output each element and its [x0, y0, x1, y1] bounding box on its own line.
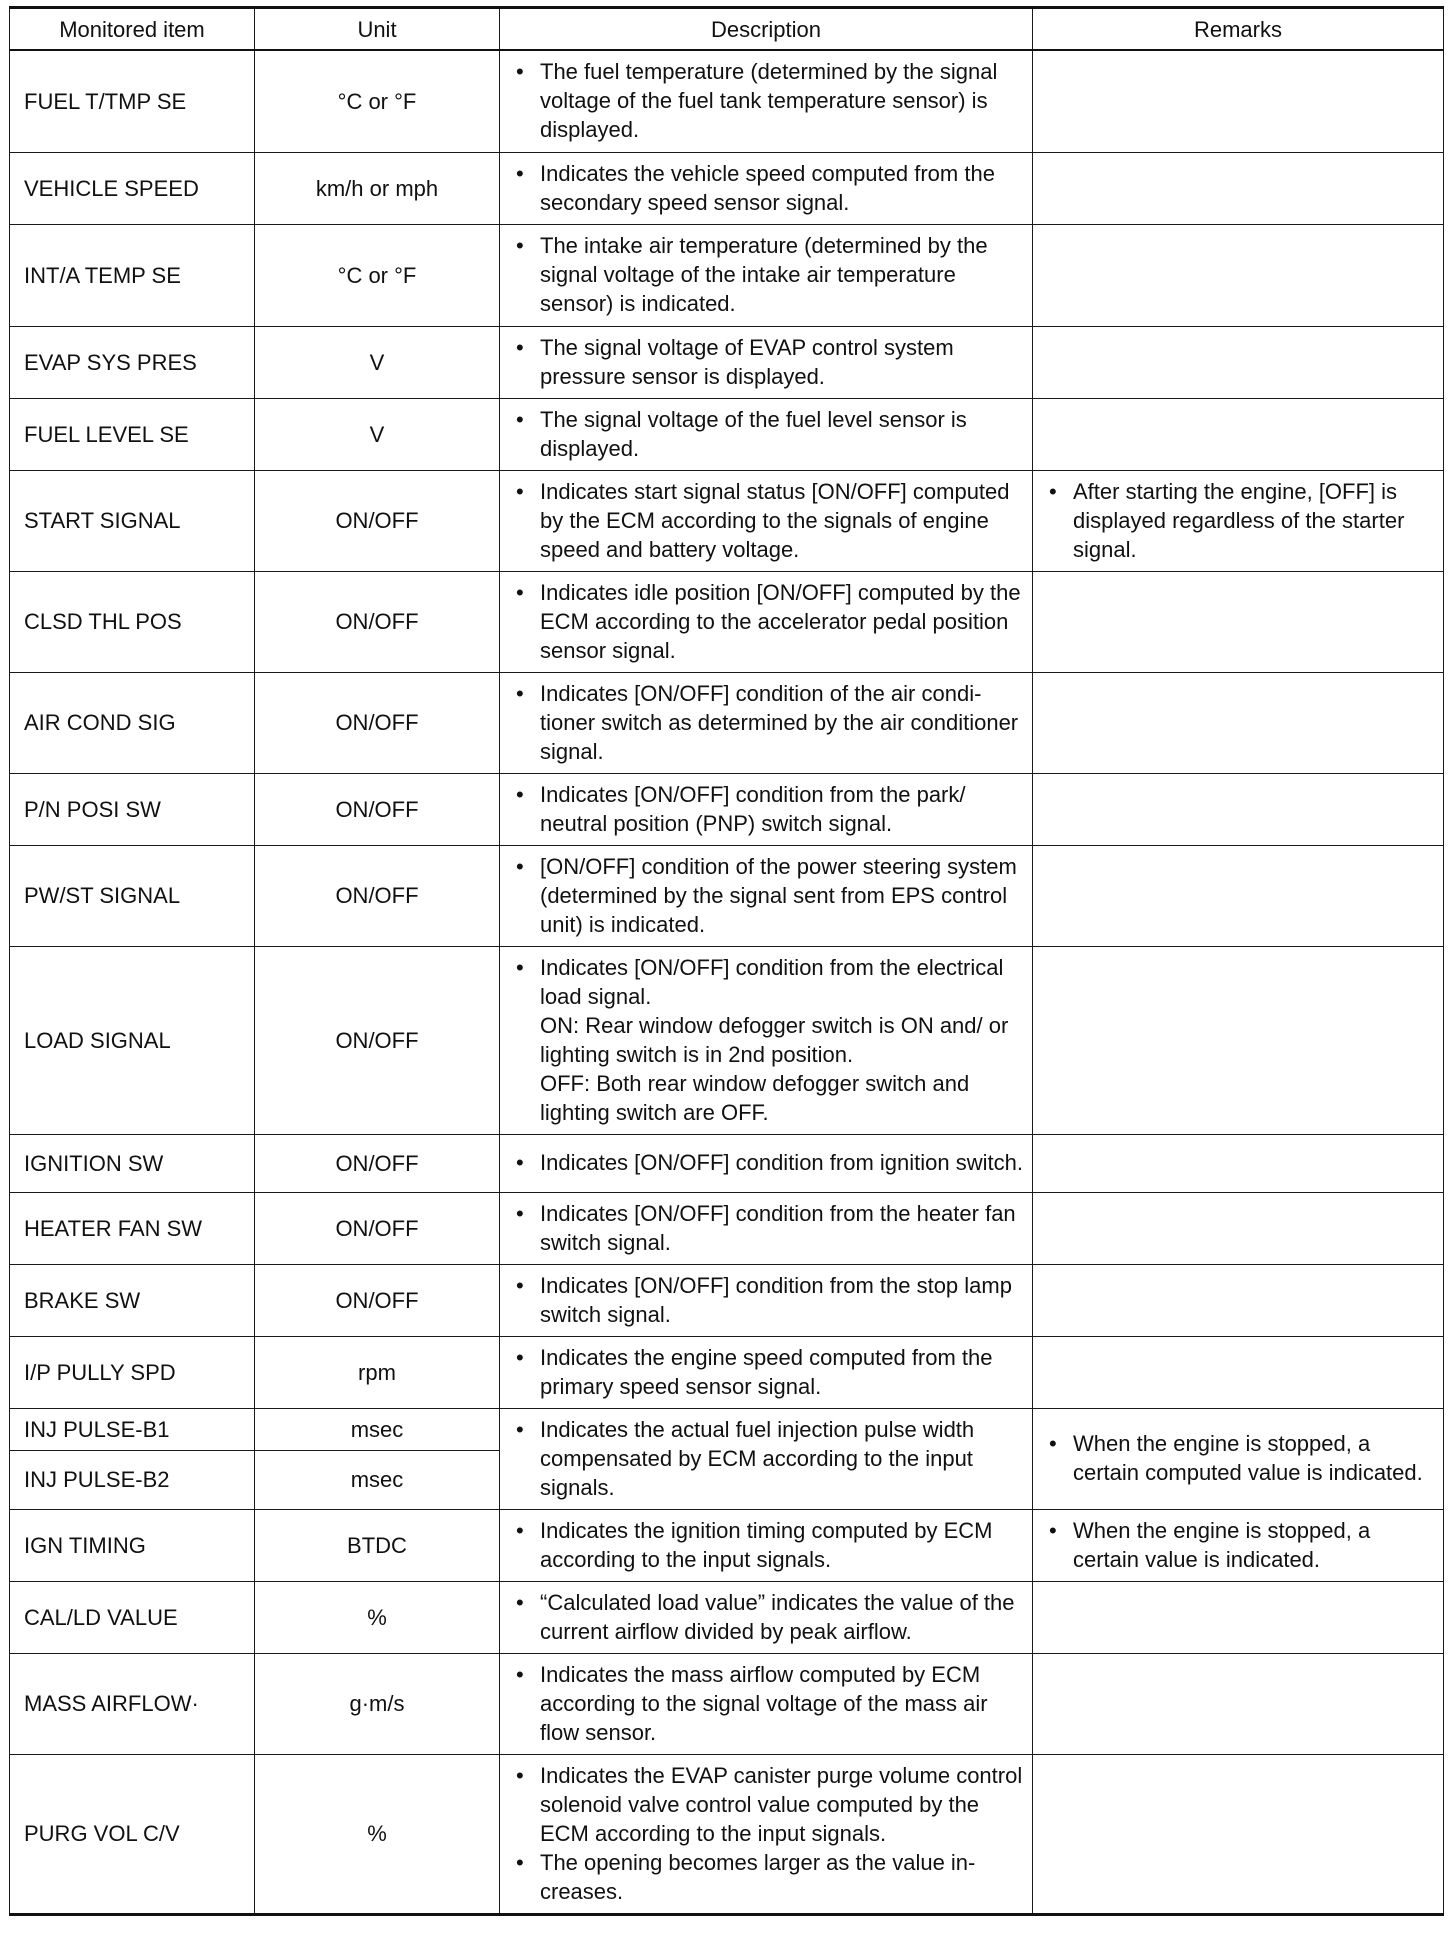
table-row: [10, 326, 1444, 398]
unit-cell: ON/OFF: [255, 946, 500, 1134]
table-row: [10, 1581, 1444, 1653]
remarks-cell: [1033, 1754, 1444, 1914]
description-list: [510, 1761, 1028, 1906]
description-cell: [500, 1336, 1033, 1408]
monitored-item-cell: LOAD SIGNAL: [10, 946, 255, 1134]
description-bullet: [510, 780, 1028, 838]
description-cell: [500, 1653, 1033, 1754]
monitored-item-cell: INT/A TEMP SE: [10, 224, 255, 326]
description-text: Indicates [ON/OFF] condition from the heater fan switch signal.: [540, 1200, 1016, 1255]
unit-cell: km/h or mph: [255, 152, 500, 224]
remarks-cell: [1033, 152, 1444, 224]
description-text: Indicates the EVAP canister purge volume control solenoid valve control value computed by the ECM according to the input signals.: [540, 1762, 1023, 1846]
description-list: [510, 231, 1028, 318]
description-list: [510, 1516, 1028, 1574]
remarks-cell: [1033, 1581, 1444, 1653]
description-text: Indicates [ON/OFF] condition from the stop lamp switch signal.: [540, 1272, 1012, 1327]
monitored-item-cell: VEHICLE SPEED: [10, 152, 255, 224]
description-text: Indicates the mass airflow computed by ECM according to the signal voltage of the mass air flow sensor.: [540, 1661, 988, 1745]
description-list: [510, 57, 1028, 144]
description-list: [510, 1148, 1028, 1177]
description-bullet: [510, 1271, 1028, 1329]
table-body: [10, 50, 1444, 1914]
description-bullet: [510, 333, 1028, 391]
remarks-text: When the engine is stopped, a certain computed value is indicated.: [1073, 1431, 1423, 1485]
description-bullet: [510, 1588, 1028, 1646]
description-text: Indicates [ON/OFF] condition from the electrical load signal.: [540, 954, 1004, 1009]
remarks-cell: [1033, 845, 1444, 946]
description-bullet: [510, 1415, 1028, 1502]
unit-cell: rpm: [255, 1336, 500, 1408]
table-row: [10, 1653, 1444, 1754]
monitored-item-cell: FUEL T/TMP SE: [10, 50, 255, 152]
monitored-item-cell: HEATER FAN SW: [10, 1192, 255, 1264]
description-cell: [500, 1134, 1033, 1192]
header-description: Description: [500, 8, 1033, 51]
description-cell: [500, 1509, 1033, 1581]
remarks-bullet: [1043, 1516, 1435, 1574]
table-row: [10, 50, 1444, 152]
header-remarks: Remarks: [1033, 8, 1444, 51]
remarks-list: [1043, 1429, 1435, 1487]
description-text: The intake air temperature (determined by the signal voltage of the intake air temperature sensor) is indicated.: [540, 233, 988, 316]
table-row: [10, 224, 1444, 326]
remarks-cell: [1033, 1408, 1444, 1509]
table-row: [10, 1754, 1444, 1914]
description-bullet: [510, 159, 1028, 217]
description-list: [510, 1271, 1028, 1329]
data-monitor-table: [9, 6, 1444, 1916]
description-text: Indicates [ON/OFF] condition from the park/ neutral position (PNP) switch signal.: [540, 781, 966, 836]
description-text: “Calculated load value” indicates the value of the current airflow divided by peak airflow.: [540, 1589, 1015, 1644]
remarks-cell: [1033, 398, 1444, 470]
description-list: [510, 333, 1028, 391]
unit-cell: g·m/s: [255, 1653, 500, 1754]
table-row: [10, 773, 1444, 845]
table-row: [10, 152, 1444, 224]
description-list: [510, 578, 1028, 665]
remarks-cell: [1033, 1192, 1444, 1264]
unit-cell: msec: [255, 1408, 500, 1451]
unit-cell: ON/OFF: [255, 1264, 500, 1336]
monitored-item-cell: IGN TIMING: [10, 1509, 255, 1581]
description-list: [510, 953, 1028, 1127]
description-bullet: [510, 1148, 1028, 1177]
description-bullet: [510, 679, 1028, 766]
monitored-item-cell: INJ PULSE-B1: [10, 1408, 255, 1451]
unit-cell: %: [255, 1581, 500, 1653]
description-cell: [500, 398, 1033, 470]
description-cell: [500, 946, 1033, 1134]
monitored-item-cell: MASS AIRFLOW·: [10, 1653, 255, 1754]
description-text: Indicates idle position [ON/OFF] computed by the ECM according to the accelerator pedal position sensor signal.: [540, 579, 1021, 663]
description-cell: [500, 845, 1033, 946]
description-bullet: [510, 1761, 1028, 1848]
unit-cell: ON/OFF: [255, 773, 500, 845]
description-bullet: [510, 1848, 1028, 1906]
monitored-item-cell: I/P PULLY SPD: [10, 1336, 255, 1408]
description-bullet: [510, 1343, 1028, 1401]
unit-cell: msec: [255, 1451, 500, 1509]
description-text: [ON/OFF] condition of the power steering system (determined by the signal sent from EPS control unit) is indicated.: [540, 853, 1017, 937]
description-list: [510, 1199, 1028, 1257]
description-cell: [500, 224, 1033, 326]
table-row: [10, 1134, 1444, 1192]
table-row: [10, 470, 1444, 571]
table-row: [10, 1509, 1444, 1581]
unit-cell: BTDC: [255, 1509, 500, 1581]
description-cell: [500, 1581, 1033, 1653]
remarks-list: [1043, 1516, 1435, 1574]
description-cell: [500, 326, 1033, 398]
unit-cell: %: [255, 1754, 500, 1914]
monitored-item-cell: IGNITION SW: [10, 1134, 255, 1192]
table-row: [10, 1192, 1444, 1264]
description-list: [510, 405, 1028, 463]
header-row: [10, 8, 1444, 51]
unit-cell: ON/OFF: [255, 1192, 500, 1264]
table-row: [10, 1408, 1444, 1451]
description-bullet: [510, 1516, 1028, 1574]
remarks-cell: [1033, 326, 1444, 398]
description-cell: [500, 470, 1033, 571]
remarks-cell: [1033, 946, 1444, 1134]
monitored-item-cell: CLSD THL POS: [10, 571, 255, 672]
description-text: Indicates the engine speed computed from the primary speed sensor signal.: [540, 1344, 993, 1399]
description-bullet: [510, 231, 1028, 318]
description-list: [510, 1343, 1028, 1401]
description-list: [510, 679, 1028, 766]
table-row: [10, 1264, 1444, 1336]
table-row: [10, 672, 1444, 773]
description-bullet: [510, 953, 1028, 1127]
remarks-bullet: [1043, 477, 1435, 564]
description-cell: [500, 50, 1033, 152]
monitored-item-cell: PW/ST SIGNAL: [10, 845, 255, 946]
unit-cell: °C or °F: [255, 50, 500, 152]
remarks-cell: [1033, 470, 1444, 571]
unit-cell: °C or °F: [255, 224, 500, 326]
table-row: [10, 571, 1444, 672]
description-list: [510, 159, 1028, 217]
description-text: Indicates the actual fuel injection pulse width compensated by ECM according to the input signals.: [540, 1416, 975, 1500]
unit-cell: ON/OFF: [255, 1134, 500, 1192]
monitored-item-cell: START SIGNAL: [10, 470, 255, 571]
description-text: Indicates start signal status [ON/OFF] computed by the ECM according to the signals of engine speed and battery voltage.: [540, 478, 1010, 562]
description-cell: [500, 1264, 1033, 1336]
description-cell: [500, 773, 1033, 845]
monitor-table-sheet: [9, 6, 1443, 1916]
unit-cell: ON/OFF: [255, 672, 500, 773]
description-text: The signal voltage of EVAP control system pressure sensor is displayed.: [540, 334, 954, 389]
description-list: [510, 1415, 1028, 1502]
remarks-bullet: [1043, 1429, 1435, 1487]
description-bullet: [510, 477, 1028, 564]
unit-cell: V: [255, 398, 500, 470]
description-text: ON: Rear window defogger switch is ON and/ or lighting switch is in 2nd position.: [540, 1012, 1009, 1067]
remarks-cell: [1033, 1134, 1444, 1192]
remarks-list: [1043, 477, 1435, 564]
remarks-cell: [1033, 571, 1444, 672]
table-row: [10, 845, 1444, 946]
description-cell: [500, 152, 1033, 224]
remarks-cell: [1033, 773, 1444, 845]
monitored-item-cell: AIR COND SIG: [10, 672, 255, 773]
description-bullet: [510, 57, 1028, 144]
monitored-item-cell: INJ PULSE-B2: [10, 1451, 255, 1509]
description-bullet: [510, 578, 1028, 665]
description-list: [510, 780, 1028, 838]
unit-cell: ON/OFF: [255, 470, 500, 571]
unit-cell: ON/OFF: [255, 571, 500, 672]
monitored-item-cell: P/N POSI SW: [10, 773, 255, 845]
unit-cell: ON/OFF: [255, 845, 500, 946]
monitored-item-cell: EVAP SYS PRES: [10, 326, 255, 398]
description-text: The signal voltage of the fuel level sensor is displayed.: [540, 406, 967, 461]
remarks-cell: [1033, 1509, 1444, 1581]
description-text: Indicates [ON/OFF] condition of the air conditioner switch as determined by the air conditioner signal.: [540, 680, 1019, 764]
description-bullet: [510, 852, 1028, 939]
description-bullet: [510, 1199, 1028, 1257]
description-text: Indicates the ignition timing computed by ECM according to the input signals.: [540, 1517, 993, 1572]
remarks-text: When the engine is stopped, a certain value is indicated.: [1073, 1517, 1371, 1572]
table-row: [10, 1336, 1444, 1408]
monitored-item-cell: FUEL LEVEL SE: [10, 398, 255, 470]
description-text: The fuel temperature (determined by the signal voltage of the fuel tank temperature sensor) is displayed.: [540, 59, 998, 143]
description-text: The opening becomes larger as the value increases.: [540, 1849, 976, 1904]
remarks-cell: [1033, 50, 1444, 152]
header-monitored-item: Monitored item: [10, 8, 255, 51]
unit-cell: V: [255, 326, 500, 398]
remarks-cell: [1033, 1336, 1444, 1408]
table-row: [10, 398, 1444, 470]
remarks-cell: [1033, 1264, 1444, 1336]
remarks-cell: [1033, 1653, 1444, 1754]
description-list: [510, 852, 1028, 939]
remarks-cell: [1033, 224, 1444, 326]
description-list: [510, 1588, 1028, 1646]
description-cell: [500, 1408, 1033, 1509]
remarks-text: After starting the engine, [OFF] is displayed regardless of the starter signal.: [1073, 478, 1405, 562]
table-header: [10, 8, 1444, 51]
description-text: OFF: Both rear window defogger switch and lighting switch are OFF.: [540, 1070, 970, 1125]
description-cell: [500, 1754, 1033, 1914]
description-bullet: [510, 405, 1028, 463]
description-text: Indicates [ON/OFF] condition from ignition switch.: [540, 1150, 1023, 1175]
table-row: [10, 946, 1444, 1134]
description-list: [510, 477, 1028, 564]
description-cell: [500, 571, 1033, 672]
description-bullet: [510, 1660, 1028, 1747]
monitored-item-cell: PURG VOL C/V: [10, 1754, 255, 1914]
description-text: Indicates the vehicle speed computed from the secondary speed sensor signal.: [540, 160, 995, 215]
description-list: [510, 1660, 1028, 1747]
header-unit: Unit: [255, 8, 500, 51]
description-cell: [500, 672, 1033, 773]
monitored-item-cell: CAL/LD VALUE: [10, 1581, 255, 1653]
description-cell: [500, 1192, 1033, 1264]
monitored-item-cell: BRAKE SW: [10, 1264, 255, 1336]
remarks-cell: [1033, 672, 1444, 773]
